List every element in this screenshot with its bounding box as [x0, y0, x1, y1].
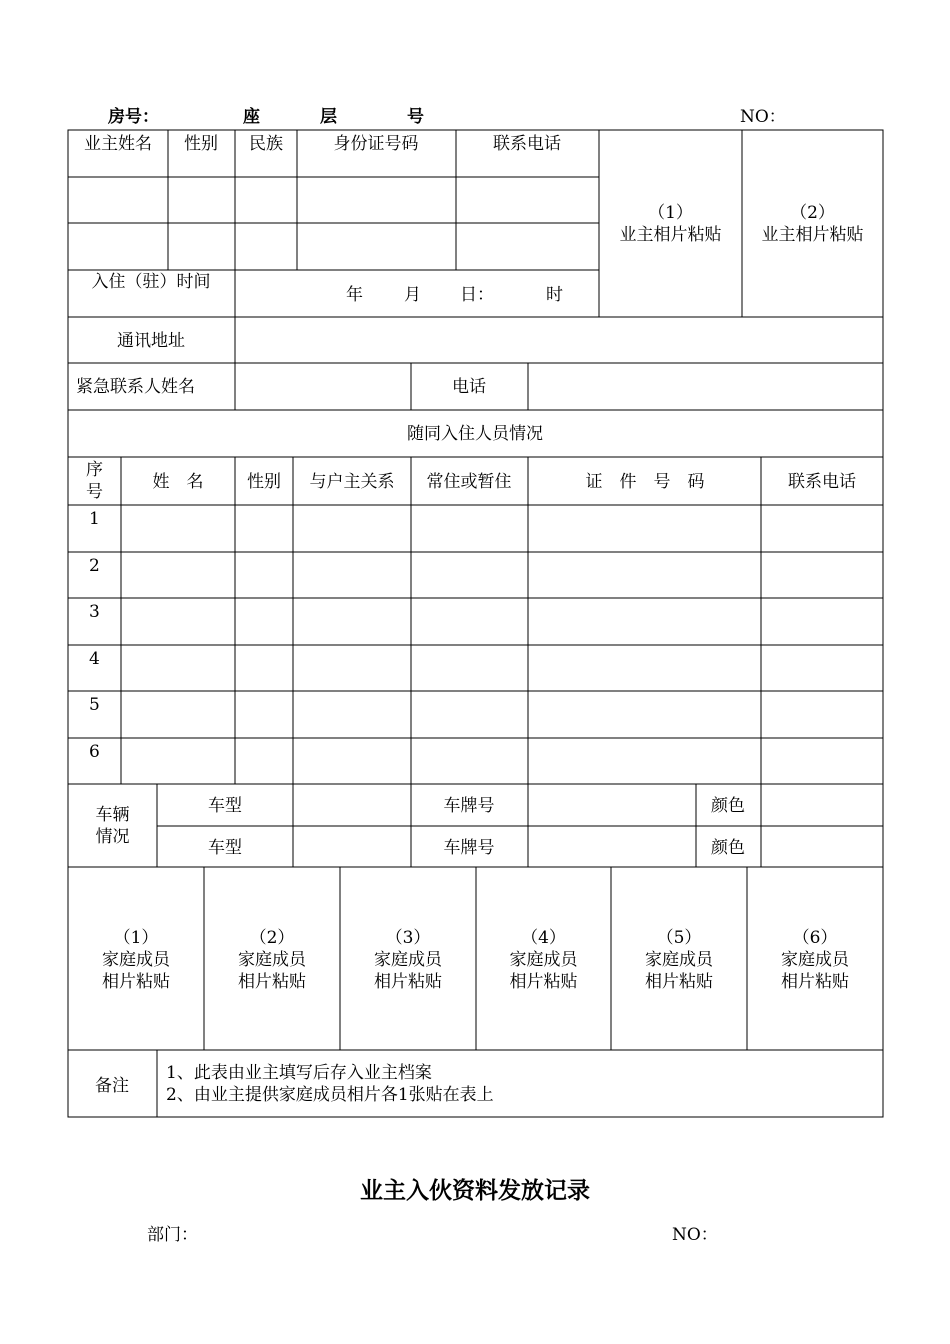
vehicle-plate-label: 车牌号 [443, 796, 495, 816]
row-number: 2 [89, 556, 100, 576]
section-title: 业主入伙资料发放记录 [360, 1177, 590, 1204]
family-photo-box-5 [611, 927, 747, 993]
family-photo-line2: 相片粘贴 [645, 972, 713, 992]
col-phone: 联系电话 [493, 134, 561, 154]
date-year: 年 [346, 285, 363, 305]
family-photo-index: （1） [113, 928, 159, 948]
owner-photo-1-label: 业主相片粘贴 [619, 225, 722, 245]
date-day: 日： [460, 285, 494, 305]
family-photo-index: （6） [792, 928, 838, 948]
row-number: 6 [89, 742, 100, 762]
emergency-phone-label: 电话 [452, 377, 486, 397]
family-photo-line2: 相片粘贴 [509, 972, 578, 992]
vehicle-type-label: 车型 [208, 838, 242, 858]
family-photo-box-4 [476, 927, 611, 993]
family-photo-line1: 家庭成员 [781, 950, 849, 970]
family-photo-line1: 家庭成员 [509, 950, 578, 970]
companions-title: 随同入住人员情况 [407, 424, 543, 444]
note-line-2: 2、由业主提供家庭成员相片各1张贴在表上 [166, 1085, 494, 1105]
col-companion-phone: 联系电话 [788, 472, 856, 492]
owner-photo-2-label: 业主相片粘贴 [761, 225, 864, 245]
notes-label: 备注 [95, 1076, 129, 1096]
family-photo-box-6 [747, 927, 883, 993]
family-photo-index: （2） [249, 928, 295, 948]
family-photo-line1: 家庭成员 [102, 950, 170, 970]
family-photo-box-2 [204, 927, 340, 993]
family-photo-index: （5） [656, 928, 702, 948]
notes-content [166, 1062, 494, 1106]
col-id-number: 身份证号码 [333, 134, 419, 154]
family-photo-line1: 家庭成员 [374, 950, 442, 970]
col-document-number: 证 件 号 码 [585, 472, 705, 492]
col-companion-name: 姓 名 [152, 472, 204, 492]
row-number: 4 [89, 649, 100, 669]
vehicle-color-label: 颜色 [711, 838, 745, 858]
row-number: 1 [89, 509, 100, 529]
address-label: 通讯地址 [117, 331, 185, 351]
floor-label: 层 [320, 107, 337, 127]
row-number: 3 [89, 602, 100, 622]
seat-label: 座 [243, 107, 260, 127]
room-label: 房号： [108, 107, 159, 127]
vehicle-type-label: 车型 [208, 796, 242, 816]
col-seq: 序 号 [86, 460, 103, 502]
family-photo-line1: 家庭成员 [238, 950, 306, 970]
family-photo-line2: 相片粘贴 [374, 972, 442, 992]
family-photo-index: （4） [521, 928, 566, 948]
vehicle-section-label: 车辆 情况 [95, 805, 130, 847]
number-label: 号 [407, 107, 424, 127]
department-label: 部门： [147, 1225, 198, 1245]
movein-time-label: 入住（驻）时间 [91, 272, 211, 292]
family-photo-index: （3） [385, 928, 431, 948]
family-photo-line2: 相片粘贴 [238, 972, 306, 992]
date-month: 月 [404, 285, 421, 305]
col-companion-gender: 性别 [247, 472, 281, 492]
form-number-label: NO： [740, 107, 786, 127]
family-photo-box-3 [340, 927, 476, 993]
vehicle-plate-label: 车牌号 [443, 838, 495, 858]
family-photo-box-1 [68, 927, 204, 993]
owner-photo-2-index: （2） [790, 203, 835, 223]
col-ethnicity: 民族 [249, 134, 283, 154]
family-photo-line2: 相片粘贴 [781, 972, 849, 992]
row-number: 5 [89, 695, 100, 715]
col-owner-name: 业主姓名 [84, 134, 152, 154]
note-line-1: 1、此表由业主填写后存入业主档案 [166, 1063, 432, 1083]
family-photo-line2: 相片粘贴 [102, 972, 170, 992]
date-hour: 时 [546, 285, 563, 305]
vehicle-color-label: 颜色 [711, 796, 745, 816]
family-photo-line1: 家庭成员 [645, 950, 713, 970]
col-residence-type: 常住或暂住 [426, 472, 512, 492]
col-gender: 性别 [184, 134, 218, 154]
col-relationship: 与户主关系 [309, 472, 395, 492]
owner-photo-box-1 [599, 202, 742, 246]
emergency-contact-label: 紧急联系人姓名 [76, 377, 195, 397]
owner-photo-box-2 [742, 202, 883, 246]
record-number-label: NO： [672, 1225, 718, 1245]
owner-photo-1-index: （1） [648, 203, 693, 223]
